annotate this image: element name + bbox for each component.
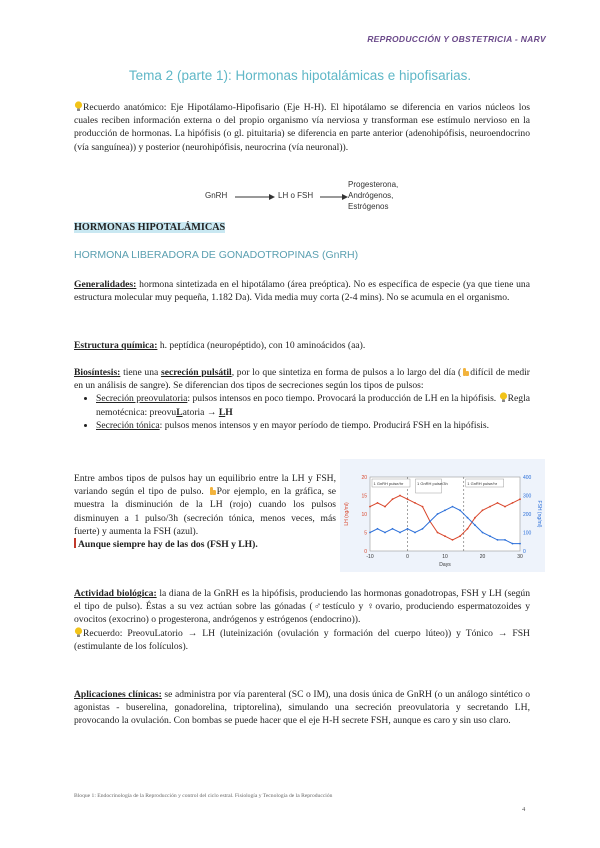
data-point-lh [504, 506, 506, 508]
red-marker-icon [74, 538, 76, 548]
preovulatoria-text: : pulsos intensos en poco tiempo. Provocará la producción de LH en la hipófisis. [187, 393, 499, 405]
data-point-lh [399, 495, 401, 497]
data-point-lh [467, 528, 469, 530]
data-point-lh [437, 532, 439, 534]
data-point-lh [377, 502, 379, 504]
data-point-lh [392, 498, 394, 500]
section-heading [74, 222, 225, 233]
x-tick-label: 30 [517, 554, 523, 560]
data-point-lh [444, 535, 446, 537]
preovulatoria-label: Secreción preovulatoria [96, 393, 188, 405]
data-point-fsh [384, 532, 386, 534]
data-point-lh [452, 539, 454, 541]
data-point-fsh [422, 528, 424, 530]
actividad-paragraph [74, 587, 530, 653]
data-point-fsh [474, 524, 476, 526]
y2-tick-label: 200 [523, 512, 532, 518]
data-point-fsh [392, 528, 394, 530]
flow-gnrh: GnRH [205, 191, 228, 200]
pulsatil-label: secreción pulsátil [160, 367, 232, 378]
estructura-paragraph [74, 339, 530, 352]
data-point-lh [414, 502, 416, 504]
running-header: REPRODUCCIÓN Y OBSTETRICIA - NARV [367, 34, 546, 44]
generalidades-label: Generalidades: [74, 279, 137, 290]
data-point-fsh [504, 539, 506, 541]
x-tick-label: -10 [366, 554, 374, 560]
flow-output-1: Progesterona, [348, 180, 399, 189]
estructura-text: h. peptídica (neuropéptido), con 10 aminoácidos (aa). [157, 340, 366, 351]
data-point-fsh [437, 513, 439, 515]
actividad-label: Actividad biológica: [74, 588, 157, 599]
data-point-lh [519, 498, 521, 500]
pulse-type-list [74, 392, 530, 432]
panel-label: 1 GnRH pulse/hr [373, 481, 404, 486]
data-point-lh [497, 502, 499, 504]
biosintesis-paragraph [74, 366, 530, 432]
list-item-tonica [96, 419, 526, 432]
lightbulb-icon [74, 627, 83, 638]
x-axis-label: Days [439, 562, 451, 568]
chart-svg [340, 459, 545, 572]
data-point-fsh [429, 521, 431, 523]
y-tick-label: 0 [364, 549, 367, 555]
actividad-recuerdo: Recuerdo: PreovuLatorio → LH (luteinización (ovulación y formación del cuerpo lúteo)) y Tónico → FSH (estimulante de los folículos). [74, 627, 530, 652]
lightbulb-icon [499, 392, 508, 403]
flow-output-2: Andrógenos, [348, 191, 394, 200]
data-point-lh [407, 498, 409, 500]
hormone-flow-diagram [205, 178, 405, 223]
y2-tick-label: 100 [523, 530, 532, 537]
biosintesis-label: Biosíntesis: [74, 367, 121, 378]
biosintesis-text-1: tiene una [120, 367, 161, 378]
biosintesis-text-2: , por lo que sintetiza en forma de pulsos a lo largo del día ( [231, 367, 462, 378]
data-point-fsh [512, 543, 514, 545]
data-point-fsh [369, 532, 371, 534]
aplicaciones-label: Aplicaciones clínicas: [74, 689, 162, 700]
subsection-heading: HORMONA LIBERADORA DE GONADOTROPINAS (GnRH) [74, 249, 359, 261]
y2-tick-label: 300 [523, 493, 532, 500]
data-point-fsh [407, 528, 409, 530]
panel-label: 1 GnRH pulse/3h [417, 481, 448, 486]
panel-label: 1 GnRH pulse/hr [467, 481, 498, 486]
mnemonic-text-2: atoria → [182, 406, 219, 418]
biosintesis-text-3: difícil de medir en un análisis de sangre). Se diferencian dos tipos de secreciones según los tipos de pulsos: [74, 367, 530, 392]
y2-tick-label: 0 [523, 549, 526, 555]
data-point-fsh [459, 509, 461, 511]
mnemonic-lh-l: L [218, 406, 226, 418]
generalidades-paragraph [74, 278, 530, 304]
aplicaciones-paragraph [74, 688, 530, 728]
data-point-fsh [467, 517, 469, 519]
data-point-fsh [489, 535, 491, 537]
intro-paragraph [74, 101, 530, 154]
data-point-lh [459, 535, 461, 537]
data-point-fsh [482, 532, 484, 534]
lightbulb-icon [74, 101, 83, 112]
arrow-icon [235, 193, 275, 201]
tonica-label: Secreción tónica [96, 419, 160, 431]
y-tick-label: 20 [361, 475, 367, 481]
data-point-lh [474, 517, 476, 519]
data-point-fsh [519, 543, 521, 545]
data-point-fsh [377, 528, 379, 530]
data-point-fsh [444, 509, 446, 511]
x-tick-label: 0 [406, 554, 409, 560]
data-point-lh [422, 506, 424, 508]
intro-text: Recuerdo anatómico: Eje Hipotálamo-Hipofisario (Eje H-H). El hipotálamo se diferencia en varios núcleos los cuales reciben información externa o del propio organismo vía nerviosa y transforman ese estímulo nervioso en la producción de hormonas. La hipófisis (o gl. pituitaria) se diferencia en parte anterior (adenohipófisis, neuroendocrino (vía sanguínea)) y posterior (neurohipófisis, neurocrina (vía neuronal)). [74, 102, 530, 153]
y-tick-label: 15 [361, 493, 367, 500]
aplicaciones-text: se administra por vía parenteral (SC o IM), una dosis única de GnRH (o un análogo sintético o agonistas - buserelina, gonadorelina, triptorelina), simulando una secreción preovulatoria y secretando LH, provocando la ovulación. Con bombas se puede hacer que el eje H-H secrete FSH, aunque es caro y sin uso claro. [74, 689, 531, 727]
mnemonic-lh-h: H [225, 406, 233, 418]
footer-text: Bloque 1: Endocrinología de la Reproducción y control del ciclo estral. Fisiología y Tecnología de la Reproducción [74, 793, 333, 799]
arrow-icon [320, 193, 348, 201]
page-number: 4 [522, 806, 526, 813]
data-point-lh [489, 506, 491, 508]
data-point-fsh [497, 539, 499, 541]
y2-axis-label: FSH (ng/ml) [536, 500, 542, 528]
y-tick-label: 10 [361, 512, 367, 518]
equilibrium-text-a: Entre ambos tipos de pulsos hay un equilibrio entre la LH y FSH, variando según el tipo de pulso. [74, 473, 336, 498]
estructura-label: Estructura química: [74, 340, 158, 351]
equilibrium-paragraph [74, 472, 336, 551]
data-point-lh [482, 509, 484, 511]
data-point-lh [512, 502, 514, 504]
x-tick-label: 20 [479, 554, 486, 560]
equilibrium-text-c: Aunque siempre hay de las dos (FSH y LH). [78, 539, 258, 551]
data-point-lh [369, 506, 371, 508]
lh-fsh-chart [340, 459, 545, 572]
generalidades-text: hormona sintetizada en el hipotálamo (área preóptica). No es específica de especie (ya que tiene una estructura molecular muy pequeña, 1.182 Da). Vida media muy corta (2-4 mins). No se acumula en el organismo. [74, 279, 530, 304]
actividad-text: la diana de la GnRH es la hipófisis, produciendo las hormonas gonadotropas, FSH y LH (según el tipo de pulso). Éstas a su vez actúan sobre las gónadas (♂testículo y ♀ovario, produciendo espermatozoides y ovocitos (exocrino) o progesterona, andrógenos y estrógenos (endocrino)). [74, 588, 530, 626]
tonica-text: : pulsos menos intensos y en mayor período de tiempo. Producirá FSH en la hipófisis. [159, 419, 490, 431]
data-point-fsh [414, 532, 416, 534]
pointing-hand-icon [208, 486, 217, 496]
y-axis-label: LH (ng/ml) [344, 502, 350, 526]
pointing-hand-icon [461, 367, 470, 377]
y2-tick-label: 400 [523, 475, 532, 481]
flow-lh-fsh: LH o FSH [278, 191, 314, 200]
list-item-preovulatoria [96, 392, 530, 418]
flow-output-3: Estrógenos [348, 202, 389, 211]
mnemonic-l: L [176, 406, 183, 418]
mnemonic-text: Regla nemotécnica: preovu [96, 393, 530, 418]
x-tick-label: 10 [442, 554, 448, 560]
section-heading-text: HORMONAS HIPOTALÁMICAS [74, 222, 226, 233]
data-point-lh [384, 506, 386, 508]
equilibrium-text-b: Por ejemplo, en la gráfica, se muestra la disminución de la LH (rojo) cuando los pulsos disminuyen a 1 pulso/3h (secreción tónica, menos veces, más fuerte) y aumenta la FSH (azul). [74, 486, 336, 537]
page-title: Tema 2 (parte 1): Hormonas hipotalámicas e hipofisarias. [128, 68, 472, 83]
data-point-fsh [399, 532, 401, 534]
data-point-fsh [452, 506, 454, 508]
y-tick-label: 5 [364, 530, 367, 537]
